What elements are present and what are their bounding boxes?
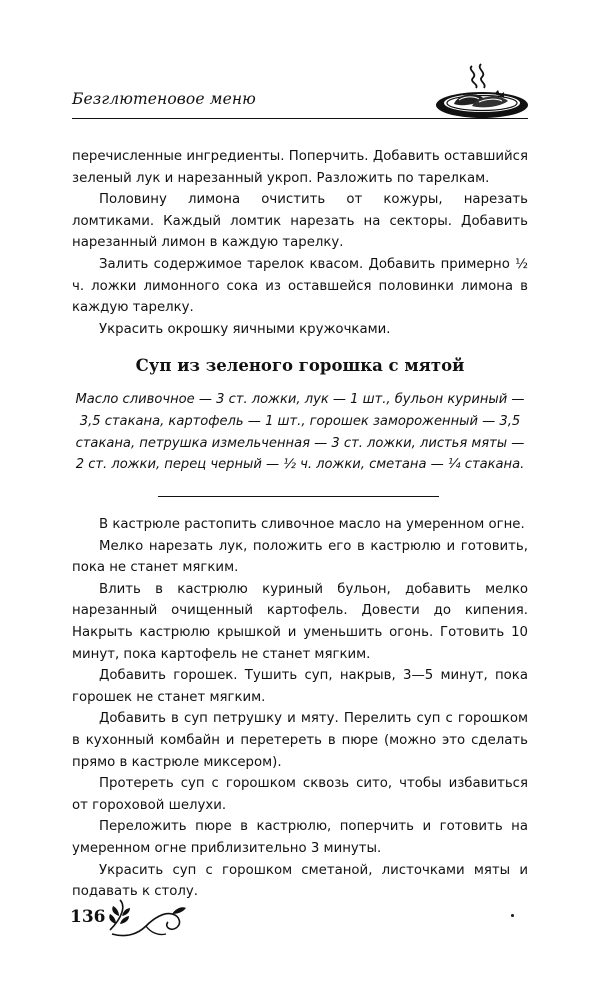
recipe-step: Переложить пюре в кастрюлю, поперчить и готовить на умеренном огне приблизительно 3 минуты.: [72, 819, 528, 856]
header-rule: [72, 118, 528, 119]
paragraph: Украсить окрошку яичными кружочками.: [99, 321, 391, 337]
paragraph: перечисленные ингредиенты. Поперчить. Добавить оставшийся зеленый лук и нарезанный укроп. Разложить по тарелкам.: [72, 149, 528, 186]
recipe-steps: [72, 514, 528, 903]
page-number: 136: [70, 907, 106, 927]
recipe-step: Украсить суп с горошком сметаной, листочками мяты и подавать к столу.: [72, 862, 528, 900]
paragraph: Залить содержимое тарелок квасом. Добавить примерно ½ ч. ложки лимонного сока из оставшейся половинки лимона в каждую тарелку.: [72, 256, 528, 316]
ingredients-list: Масло сливочное — 3 ст. ложки, лук — 1 шт., бульон куриный — 3,5 стакана, картофель — 1 шт., горошек замороженный — 3,5 стакана, петрушка измельченная — 3 ст. ложки, листья мяты — 2 ст. ложки, перец черный — ½ ч. ложки, сметана — ¼ стакана.: [75, 392, 525, 473]
recipe-step: Протереть суп с горошком сквозь сито, чтобы избавиться от гороховой шелухи.: [72, 776, 528, 813]
previous-recipe-text: [72, 146, 528, 340]
recipe-step: Влить в кастрюлю куриный бульон, добавить мелко нарезанный очищенный картофель. Довести до кипения. Накрыть кастрюлю крышкой и уменьшить огонь. Готовить 10 минут, пока картофель не станет мягким.: [72, 581, 528, 662]
paragraph: Половину лимона очистить от кожуры, нарезать ломтиками. Каждый ломтик нарезать на секторы. Добавить нарезанный лимон в каждую тарелку.: [72, 192, 528, 251]
recipe-title: Суп из зеленого горошка с мятой: [135, 356, 465, 375]
recipe-step: Добавить горошек. Тушить суп, накрыв, 3—5 минут, пока горошек не станет мягким.: [72, 668, 528, 705]
recipe-step: Добавить в суп петрушку и мяту. Перелить суп с горошком в кухонный комбайн и перетереть в пюре (можно это сделать прямо в кастрюле миксером).: [72, 711, 528, 770]
plate-with-sausages-icon: [434, 62, 530, 122]
page-dot: [511, 914, 514, 917]
ingredients-rule: [158, 496, 439, 497]
running-header: Безглютеновое меню: [72, 90, 256, 108]
floral-flourish-icon: [106, 894, 190, 940]
recipe-step: В кастрюле растопить сливочное масло на умеренном огне.: [99, 517, 525, 532]
recipe-step: Мелко нарезать лук, положить его в кастрюлю и готовить, пока не станет мягким.: [72, 538, 528, 576]
